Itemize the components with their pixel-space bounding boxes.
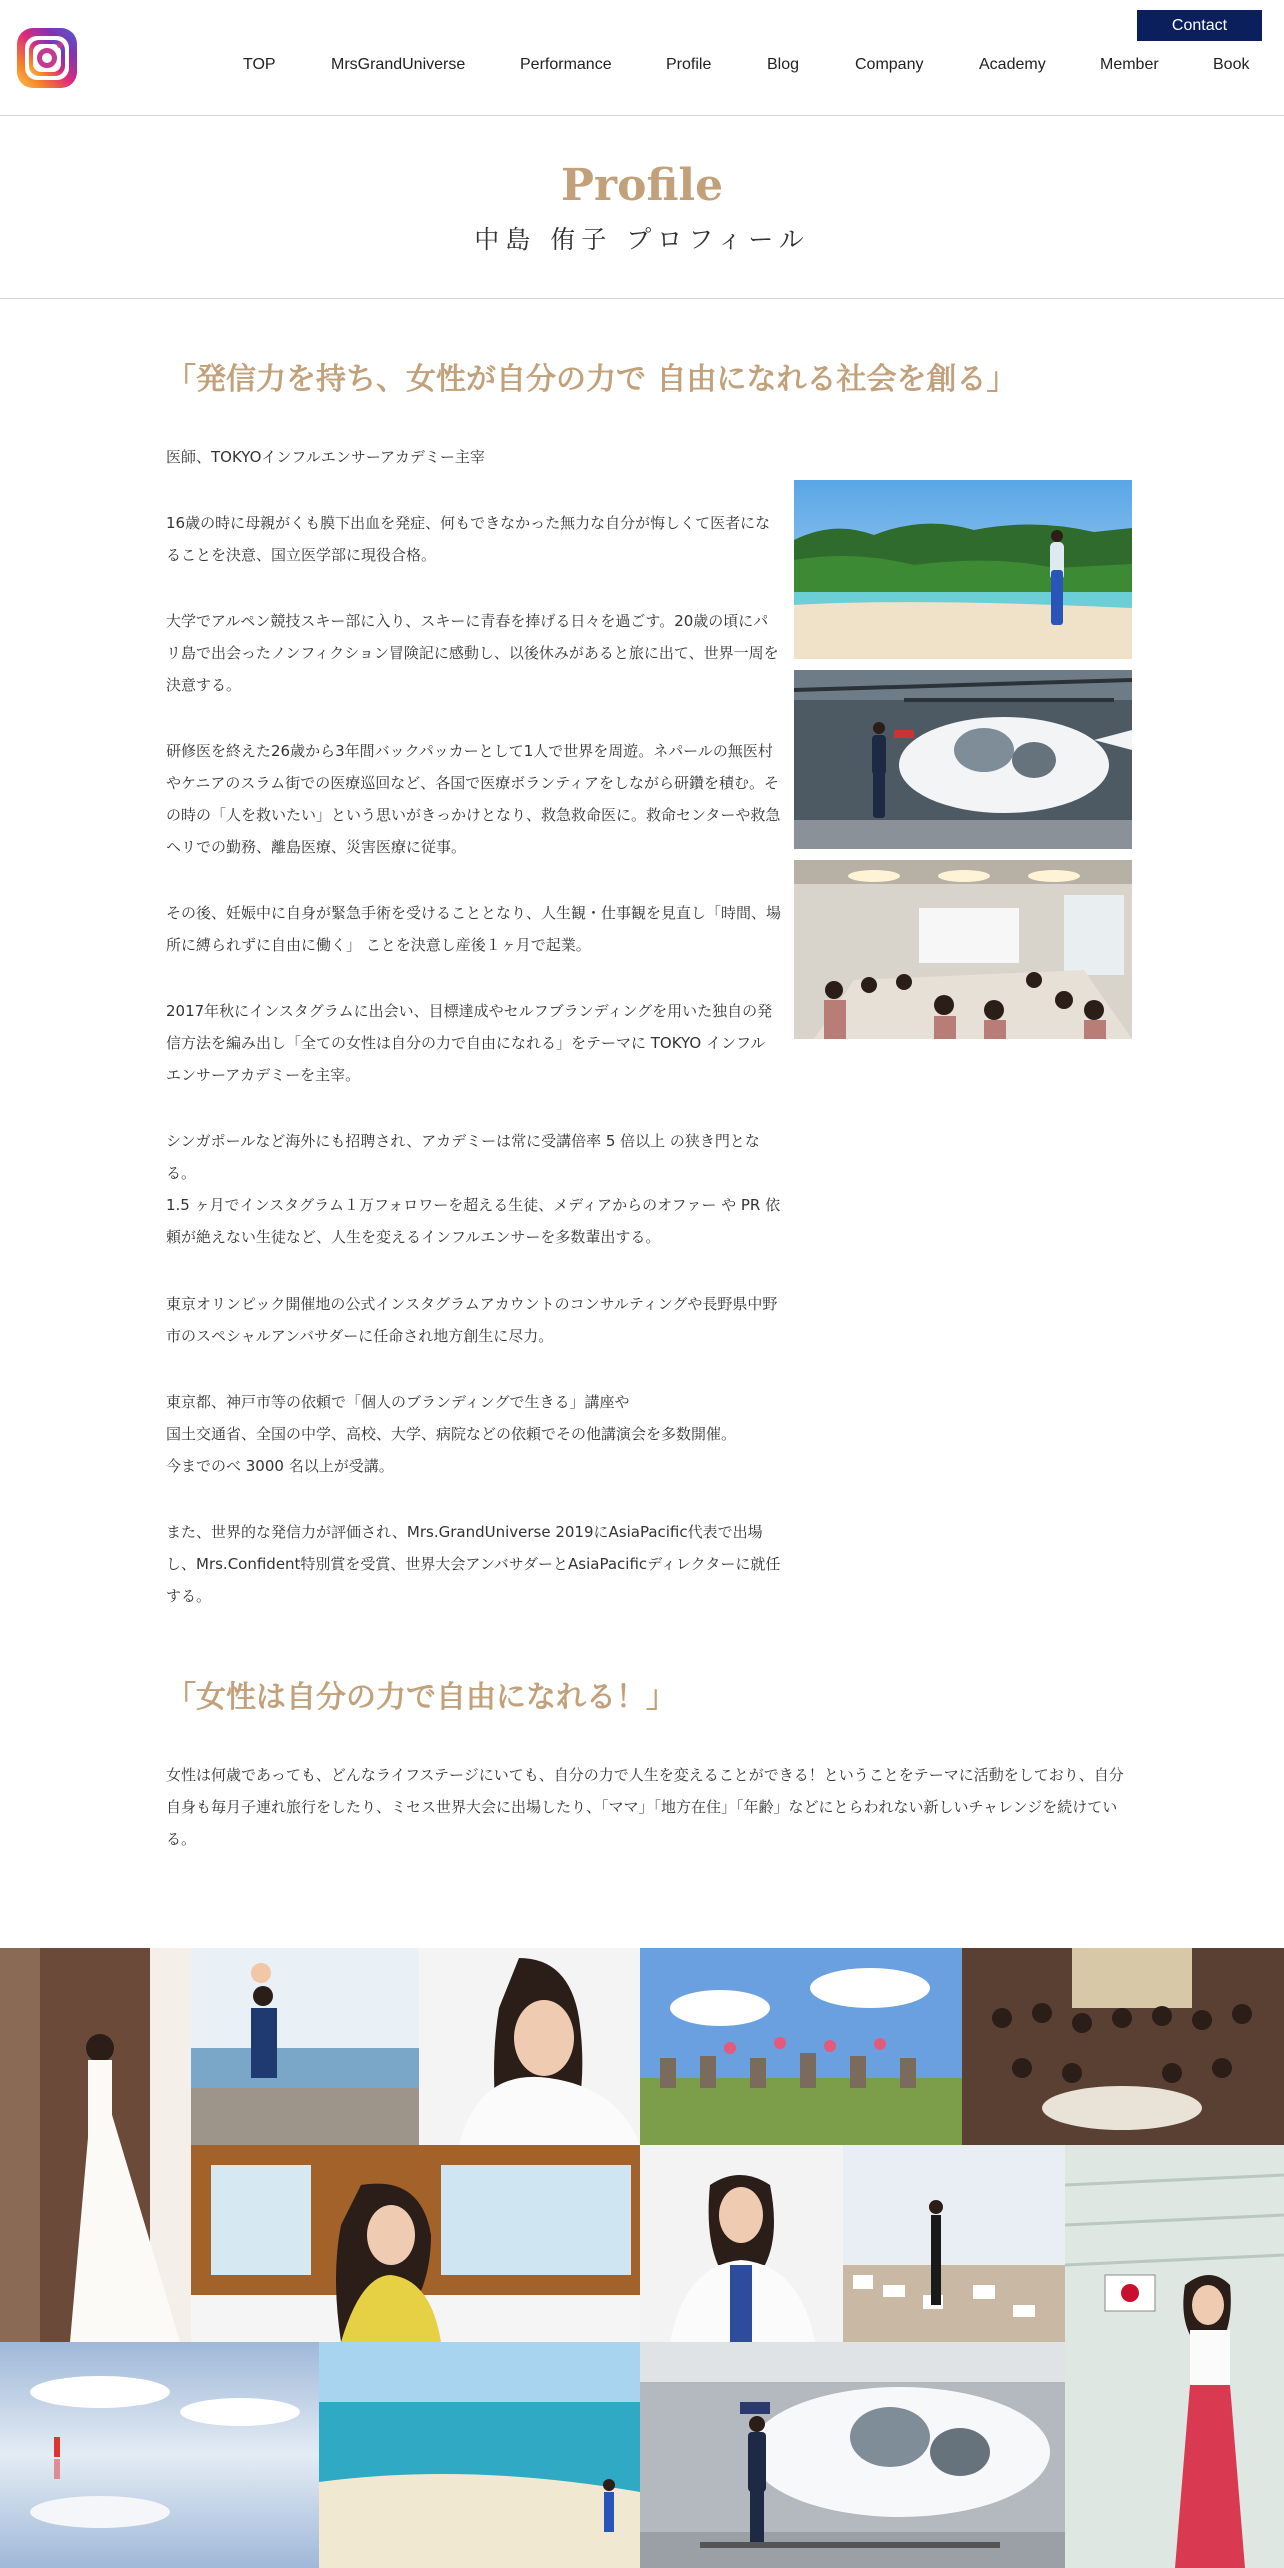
profile-paragraph: 研修医を終えた26歳から3年間バックパッカーとして1人で世界を周遊。ネパールの無医村やケニアのスラム街での医療巡回など、各国で医療ボランティアをしながら研鑽を積む。その時の「人を救いたい」という思いがきっかけとなり、救急救命医に。救命センターや救急ヘリでの勤務、離島医療、災害医療に従事。 [166, 742, 781, 856]
gallery-turquoise-beach [319, 2342, 640, 2568]
beach-walk-photo [794, 480, 1132, 659]
gallery-wedding-dress [0, 1948, 191, 2342]
profile-paragraph: 2017年秋にインスタグラムに出会い、目標達成やセルフブランディングを用いた独自の発信方法を編み出し「全ての女性は自分の力で自由になれる」をテーマに TOKYO インフル エンサーアカデミーを主宰。 [166, 1002, 773, 1084]
nav-company[interactable]: Company [855, 56, 924, 73]
profile-paragraph: 東京オリンピック開催地の公式インスタグラムアカウントのコンサルティングや長野県中野市のスペシャルアンバサダーに任命され地方創生に尽力。 [166, 1295, 778, 1345]
profile-paragraph: 医師、TOKYOインフルエンサーアカデミー主宰 [166, 448, 485, 466]
gallery-santorini-view [843, 2145, 1065, 2342]
nav-member[interactable]: Member [1100, 56, 1159, 73]
gallery-japan-flag-dress [1065, 2145, 1284, 2568]
nav-book[interactable]: Book [1213, 56, 1250, 73]
profile-paragraph: シンガポールなど海外にも招聘され、アカデミーは常に受講倍率 5 倍以上 の狭き門となる。 1.5 ヶ月でインスタグラム１万フォロワーを超える生徒、メディアからのオファー や PR 依頼が絶えない生徒など、人生を変えるインフルエンサーを多数輩出する。 [166, 1132, 781, 1246]
profile-paragraph: 東京都、神戸市等の依頼で「個人のブランディングで生きる」講座や 国土交通省、全国の中学、高校、大学、病院などの依頼でその他講演会を多数開催。 今までのべ 3000 名以上が受講。 [166, 1393, 737, 1475]
profile-paragraph: 16歳の時に母親がくも膜下出血を発症、何もできなかった無力な自分が悔しくて医者になることを決意、国立医学部に現役合格。 [166, 514, 771, 564]
gallery-helicopter-hangar [640, 2342, 1065, 2568]
nav-mrsgranduniverse[interactable]: MrsGrandUniverse [331, 56, 466, 73]
page-subtitle: 中島 侑子 プロフィール [474, 225, 810, 254]
gallery-easter-island-group [640, 1948, 962, 2145]
profile-paragraph: その後、妊娠中に自身が緊急手術を受けることとなり、人生観・仕事観を見直し「時間、場所に縛られずに自由に働く」 ことを決意し産後１ヶ月で起業。 [166, 904, 782, 954]
nav-blog[interactable]: Blog [767, 56, 800, 73]
nav-academy[interactable]: Academy [979, 56, 1046, 73]
gallery-beach-child [191, 1948, 419, 2145]
contact-button[interactable]: Contact [1137, 10, 1262, 41]
page-title-area [0, 116, 1284, 299]
gallery-doctor-stethoscope [419, 1948, 640, 2145]
site-header [0, 0, 1284, 116]
gallery-restaurant-boat [191, 2145, 640, 2342]
gallery-white-coat-doctor [640, 2145, 843, 2342]
nav-performance[interactable]: Performance [520, 56, 612, 73]
photo-gallery [0, 1948, 1284, 2568]
profile-paragraph: 大学でアルペン競技スキー部に入り、スキーに青春を捧げる日々を過ごす。20歳の頃にパリ島で出会ったノンフィクション冒険記に感動し、以後休みがあると旅に出て、世界一周を決意する。 [166, 612, 779, 694]
section-heading-mission: 「発信力を持ち、女性が自分の力で 自由になれる社会を創る」 [166, 362, 1017, 397]
nav-profile[interactable]: Profile [666, 56, 712, 73]
helicopter-photo [794, 670, 1132, 849]
freedom-paragraph: 女性は何歳であっても、どんなライフステージにいても、自分の力で人生を変えることができる！ということをテーマに活動をしており、自分自身も毎月子連れ旅行をしたり、ミセス世界大会に出場したり、「ママ」「地方在住」「年齢」などにとらわれない新しいチャレンジを続けている。 [166, 1766, 1124, 1848]
seminar-photo [794, 860, 1132, 1039]
gallery-salt-flat [0, 2342, 319, 2568]
profile-paragraph: また、世界的な発信力が評価され、Mrs.GrandUniverse 2019にAsiaPacific代表で出場し、Mrs.Confident特別賞を受賞、世界大会アンバサダーとAsiaPacificディレクターに就任する。 [166, 1523, 781, 1605]
page-title: Profile [560, 160, 724, 211]
nav-top[interactable]: TOP [243, 56, 276, 73]
main-nav [0, 56, 1284, 80]
section-heading-freedom: 「女性は自分の力で自由になれる！」 [166, 1680, 676, 1715]
gallery-party-group [962, 1948, 1284, 2145]
